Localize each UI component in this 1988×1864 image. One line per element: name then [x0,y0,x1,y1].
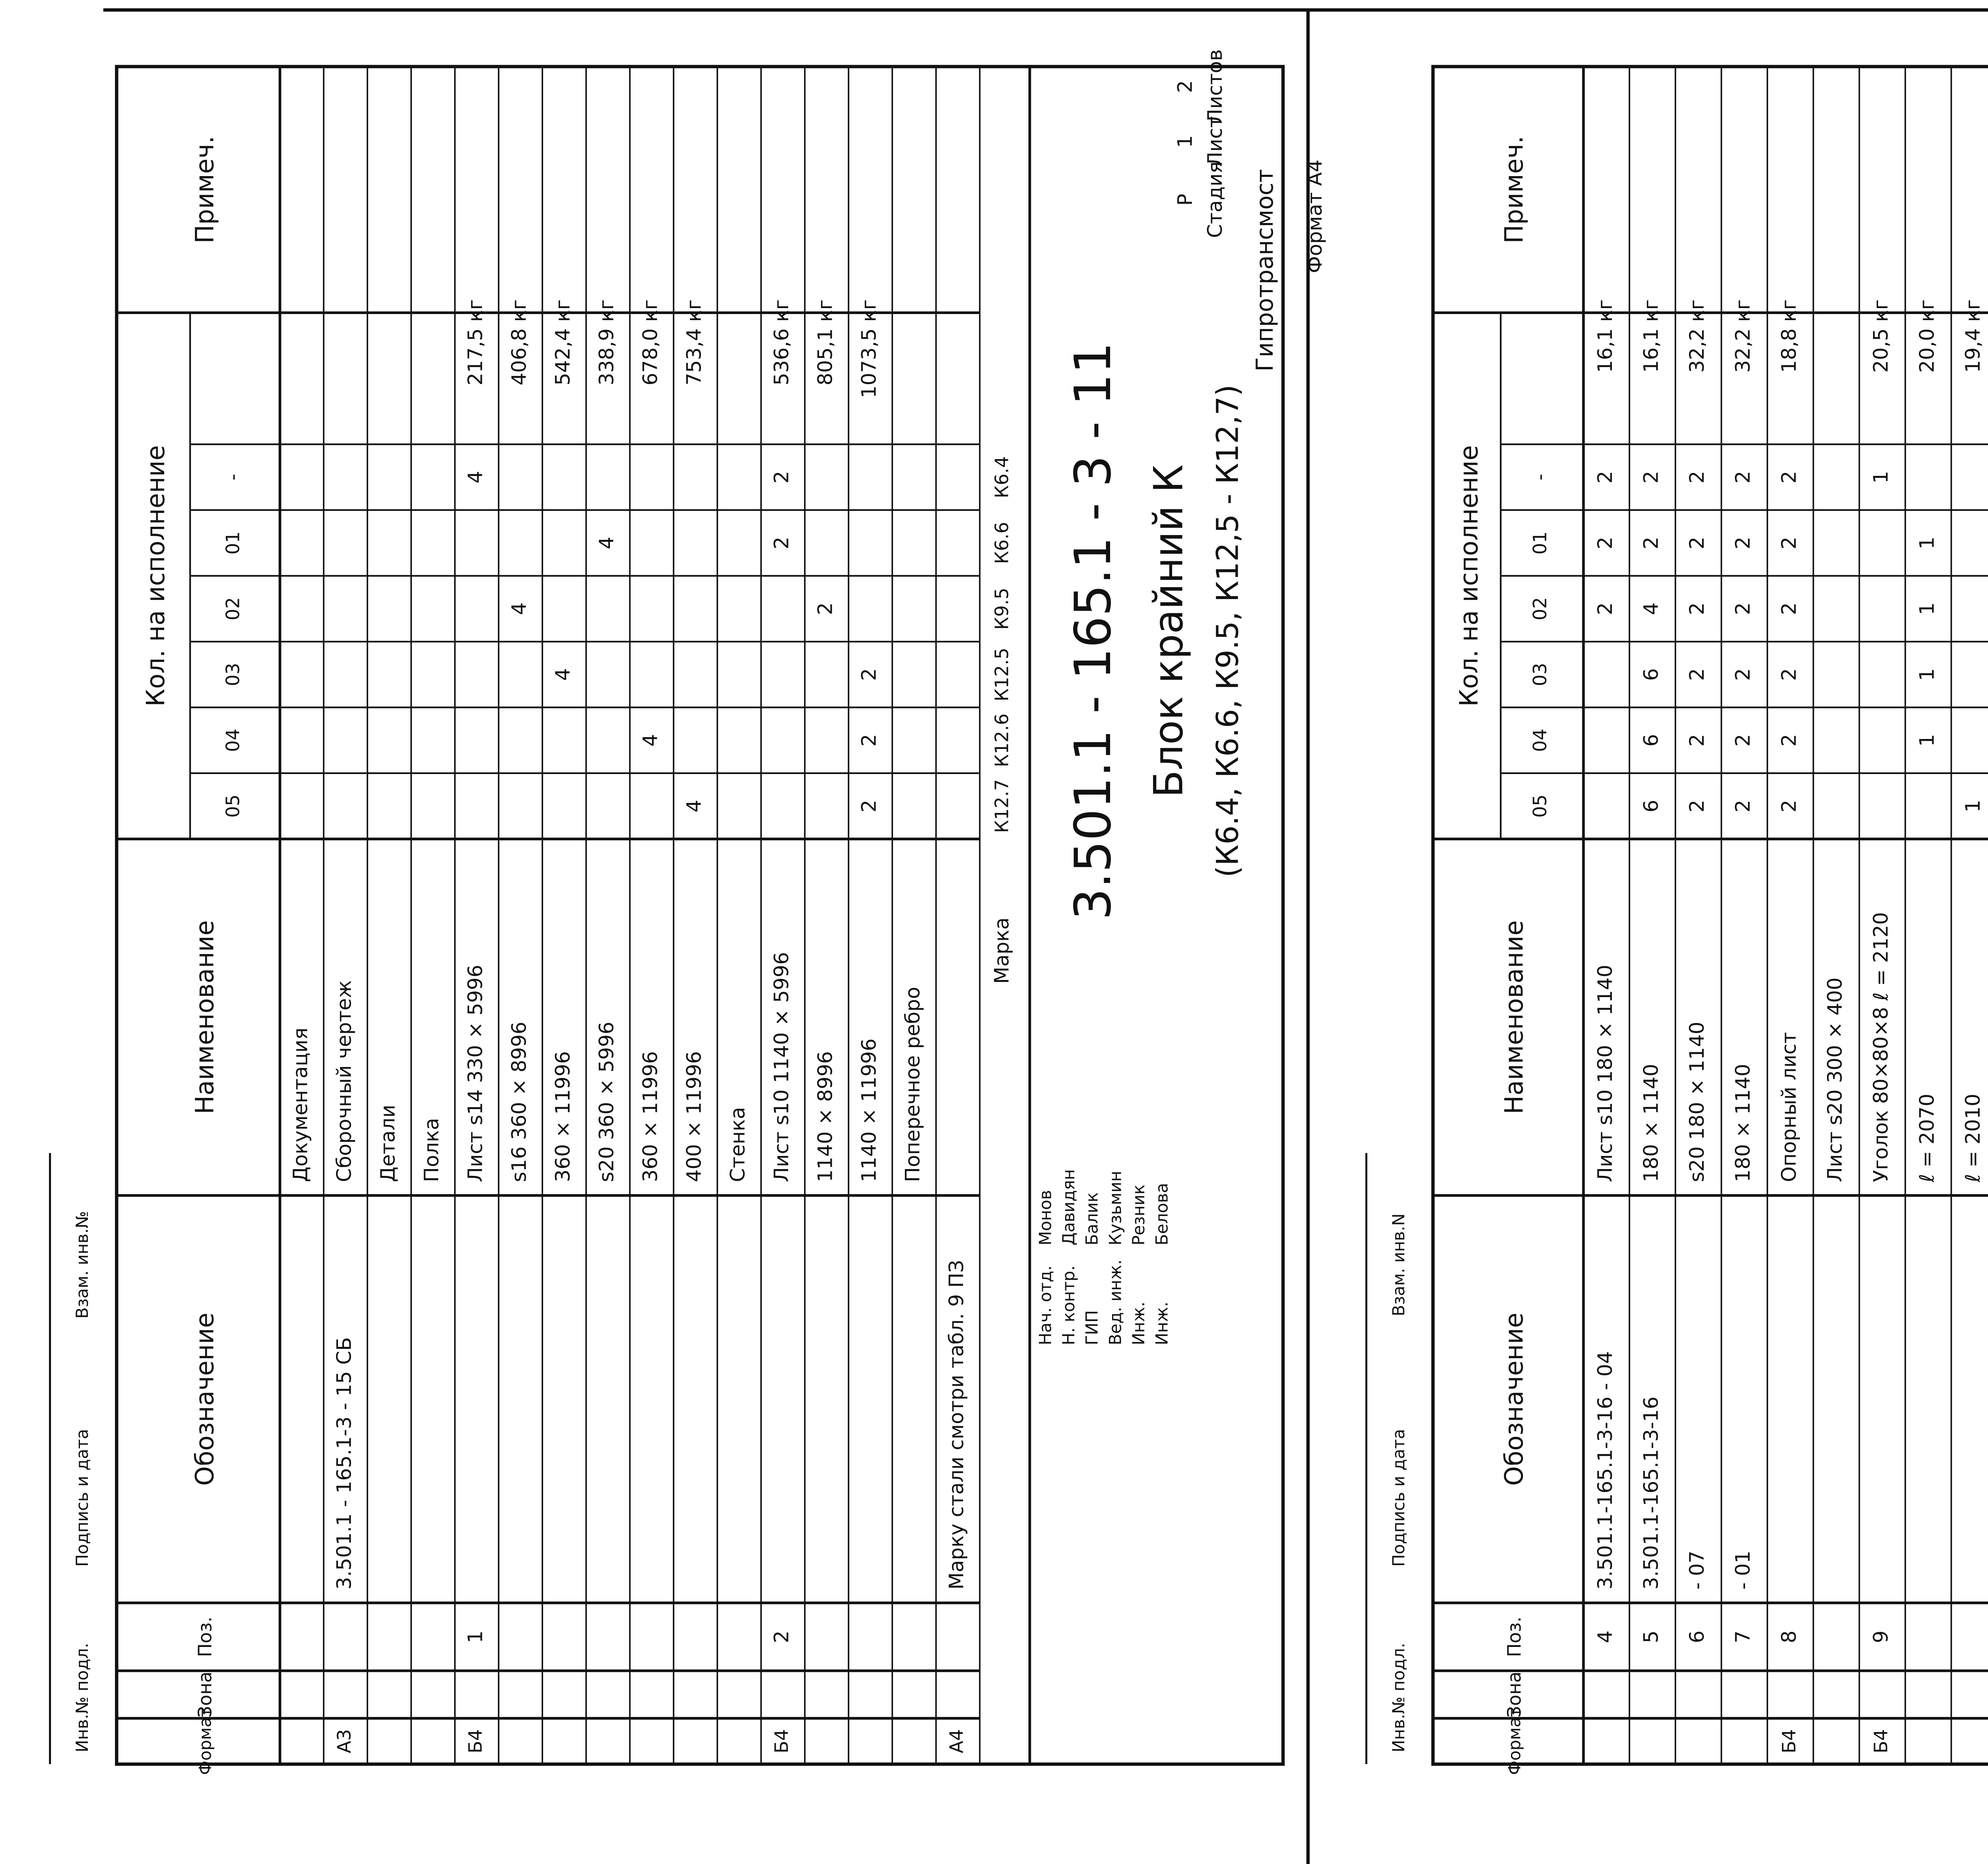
variant-mark: К12.5 [991,648,1013,702]
header-qty-per-variant: Кол. на исполнение [1454,445,1483,707]
qty-cell: 2 [1777,799,1801,813]
signer-name: Резник [1129,1184,1149,1245]
note-cell: 32,2 кг [1731,299,1755,373]
name-cell: ℓ = 2070 [1915,1094,1939,1182]
stamp-podpis-data: Подпись и дата [72,1429,92,1567]
sheet-value: 1 [1173,135,1197,148]
format-cell: Б4 [1778,1729,1800,1753]
qty-cell: 2 [1731,602,1755,615]
qty-cell: 2 [769,471,793,484]
header-name: Наименование [190,920,219,1114]
header-qty-per-variant: Кол. на исполнение [141,445,171,707]
name-cell: Сборочный чертеж [332,980,356,1182]
qty-cell: 2 [1685,602,1709,615]
header-format: Формат [195,1707,215,1775]
designation-cell: - 07 [1685,1550,1709,1590]
name-cell: Детали [376,1104,400,1182]
stage-value: Р [1173,194,1197,206]
qty-cell: 2 [1777,668,1801,681]
qty-cell: 2 [1685,734,1709,747]
note-cell: 16,1 кг [1639,299,1663,373]
variant-mark: К12.7 [991,779,1013,833]
qty-cell: 2 [1777,471,1801,484]
stage-label: Стадия [1203,161,1227,238]
variant-header-cell: 04 [1529,728,1551,752]
stamp-vzam-inv: Взам. инв.№ [72,1211,92,1319]
variant-header-cell: 03 [1529,663,1551,687]
sheet-1-specification [50,49,1327,1775]
format-cell: А4 [945,1729,967,1753]
name-cell: 360 × 11996 [551,1051,575,1182]
qty-cell: 4 [463,471,487,484]
name-cell: 400 × 11996 [682,1051,706,1182]
qty-cell: 4 [507,602,531,615]
qty-cell: 4 [551,668,575,681]
designation-cell: 3.501.1 - 165.1-3 - 15 СБ [332,1337,356,1590]
note-cell: 406,8 кг [507,299,531,386]
pos-cell: 9 [1869,1630,1893,1643]
pos-cell: 4 [1593,1630,1617,1643]
qty-cell: 2 [813,602,837,615]
qty-cell: 1 [1915,602,1939,615]
pos-cell: 1 [463,1630,487,1643]
qty-cell: 2 [1685,471,1709,484]
qty-cell: 1 [1961,799,1984,813]
signer-role: Нач. отд. [1035,1265,1055,1346]
note-cell: 753,4 кг [682,299,706,386]
format-cell: Б4 [1870,1729,1892,1753]
pos-cell: 8 [1777,1630,1801,1643]
name-cell: Поперечное ребро [901,987,924,1182]
header-format: Формат [1505,1707,1524,1775]
stamp-inv-podl: Инв.№ подл. [72,1643,92,1753]
qty-cell: 2 [857,668,881,681]
signer-role: ГИП [1082,1310,1102,1346]
qty-cell: 6 [1639,668,1663,681]
qty-cell: 2 [1685,668,1709,681]
qty-cell: 2 [1639,471,1663,484]
name-cell: s16 360 × 8996 [507,1021,531,1182]
header-pos: Поз. [1503,1616,1525,1657]
qty-cell: 2 [857,734,881,747]
header-designation: Обозначение [190,1312,219,1486]
signer-role: Вед. инж. [1105,1259,1125,1346]
qty-cell: 2 [857,799,881,813]
name-cell: Документация [288,1028,312,1182]
sheets-label: Листов [1203,49,1227,124]
note-cell: 20,5 кг [1869,299,1893,373]
qty-cell: 1 [1915,734,1939,747]
name-cell: Лист s20 300 × 400 [1823,977,1847,1182]
name-cell: 1140 × 11996 [857,1038,881,1182]
qty-cell: 4 [1639,602,1663,615]
variant-header-cell: 04 [222,728,244,752]
note-cell: 542,4 кг [551,299,575,386]
stamp-podpis-data: Подпись и дата [1388,1429,1408,1567]
name-cell: Полка [419,1118,443,1182]
variant-mark: К9.5 [991,588,1013,630]
qty-cell: 6 [1639,734,1663,747]
note-cell: 19,4 кг [1961,299,1984,373]
name-cell: 180 × 1140 [1639,1064,1663,1182]
qty-cell: 2 [1639,536,1663,549]
qty-cell: 2 [1593,536,1617,549]
qty-cell: 1 [1915,536,1939,549]
qty-cell: 2 [1731,734,1755,747]
qty-cell: 2 [1777,536,1801,549]
format-cell: Б4 [771,1729,792,1753]
signer-name: Кузьмин [1105,1171,1125,1245]
signer-name: Давидян [1058,1169,1079,1245]
qty-cell: 4 [638,734,662,747]
organization: Гипротрансмост [1251,169,1279,372]
sheet-label: Лист [1203,116,1227,167]
qty-cell: 4 [594,536,618,549]
qty-cell: 6 [1639,799,1663,813]
qty-cell: 2 [1777,734,1801,747]
variant-header-cell: 03 [222,663,244,687]
header-designation: Обозначение [1499,1312,1529,1486]
note-cell: 18,8 кг [1777,299,1801,373]
note-cell: 805,1 кг [813,299,837,386]
signer-name: Монов [1035,1190,1055,1245]
designation-cell: 3.501.1-165.1-3-16 [1639,1396,1663,1590]
header-zone: Зона [1503,1671,1525,1718]
pos-cell: 7 [1731,1630,1755,1643]
note-cell: 536,6 кг [769,299,793,386]
header-pos: Поз. [194,1616,216,1657]
qty-cell: 2 [1731,536,1755,549]
format-a4-label: Формат А4 [1303,159,1327,273]
note-cell: 16,1 кг [1593,299,1617,373]
name-cell: Лист s10 180 × 1140 [1593,964,1617,1182]
qty-cell: 2 [1731,799,1755,813]
qty-cell: 2 [1593,602,1617,615]
doc-code: 3.501.1 - 165.1 - 3 - 11 [1064,342,1122,920]
qty-cell: 4 [682,799,706,813]
pos-cell: 6 [1685,1630,1709,1643]
variant-mark: К12.6 [991,713,1013,767]
name-cell: Опорный лист [1777,1032,1801,1182]
qty-cell: 2 [1685,799,1709,813]
qty-cell: 1 [1869,471,1893,484]
name-cell: 360 × 11996 [638,1051,662,1182]
qty-cell: 1 [1915,668,1939,681]
name-cell: ℓ = 2010 [1961,1094,1984,1182]
signer-name: Белова [1152,1183,1172,1245]
name-cell: 1140 × 8996 [813,1051,837,1182]
signer-role: Н. контр. [1058,1265,1079,1346]
variant-header-cell: 01 [1529,531,1551,555]
qty-cell: 2 [1593,471,1617,484]
variant-mark: К6.4 [991,456,1013,498]
designation-cell: - 01 [1731,1550,1755,1590]
signer-role: Инж. [1129,1302,1149,1346]
variant-header-cell: 01 [222,531,244,555]
title-name: Блок крайний К [1145,464,1192,798]
name-cell: s20 180 × 1140 [1685,1021,1709,1182]
designation-cell: 3.501.1-165.1-3-16 - 04 [1593,1351,1617,1590]
note-cell: 678,0 кг [638,299,662,386]
name-cell: s20 360 × 5996 [594,1021,618,1182]
name-cell: 180 × 1140 [1731,1064,1755,1182]
marka-label: Марка [990,917,1013,984]
note-cell: 1073,5 кг [857,299,881,398]
sheets-value: 2 [1173,80,1197,93]
variant-header-cell: 05 [1529,794,1551,818]
header-note: Примеч. [1499,136,1529,244]
name-cell: Лист s14 330 × 5996 [463,964,487,1182]
qty-cell: 2 [1685,536,1709,549]
note-cell: 338,9 кг [594,299,618,386]
format-cell: Б4 [464,1729,486,1753]
qty-cell: 2 [1731,668,1755,681]
note-cell: 32,2 кг [1685,299,1709,373]
signer-name: Балик [1082,1192,1102,1245]
name-cell: Лист s10 1140 × 5996 [769,952,793,1182]
qty-cell: 2 [1731,471,1755,484]
header-note: Примеч. [190,136,219,244]
note-cell: 20,0 кг [1915,299,1939,373]
note-cell: 217,5 кг [463,299,487,386]
variant-header-cell: 02 [1529,597,1551,621]
pos-cell: 2 [769,1630,793,1643]
qty-cell: 2 [769,536,793,549]
sheet-2-specification [1366,66,1988,1775]
designation-cell: Марку стали смотри табл. 9 ПЗ [944,1260,968,1590]
variant-header-cell: 02 [222,597,244,621]
format-cell: А3 [333,1729,355,1753]
name-cell: Уголок 80×80×8 ℓ = 2120 [1869,912,1893,1182]
variant-header-cell: 05 [222,794,244,818]
variant-header-cell: - [1529,474,1551,481]
header-zone: Зона [194,1671,216,1718]
stamp-vzam-inv: Взам. инв.N [1388,1213,1408,1317]
qty-cell: 2 [1777,602,1801,615]
title-sub: (К6.4, К6.6, К9.5, К12,5 - К12,7) [1210,384,1245,878]
stamp-inv-podl: Инв.№ подл. [1388,1643,1408,1753]
name-cell: Стенка [726,1107,749,1182]
variant-mark: К6.6 [991,522,1013,564]
signer-role: Инж. [1152,1302,1172,1346]
pos-cell: 5 [1639,1630,1663,1643]
header-name: Наименование [1499,920,1529,1114]
variant-header-cell: - [222,474,244,481]
